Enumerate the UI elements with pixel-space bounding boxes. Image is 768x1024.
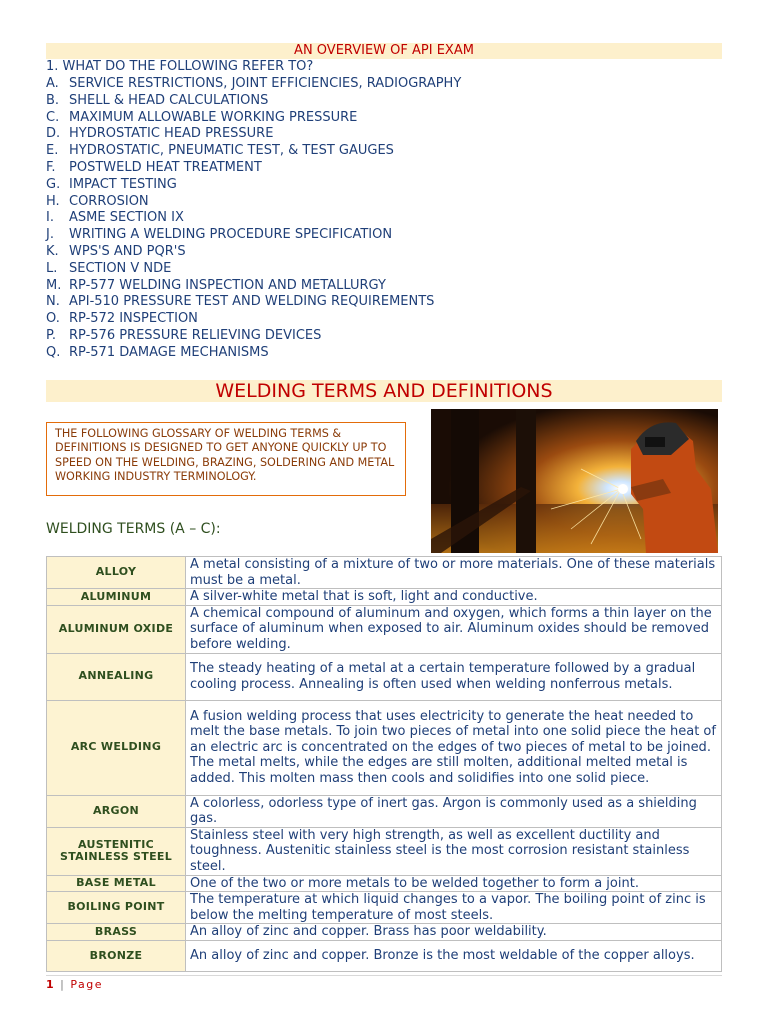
definition-cell: An alloy of zinc and copper. Brass has poor weldability.	[186, 924, 722, 941]
question-text: 1. WHAT DO THE FOLLOWING REFER TO?	[46, 59, 314, 74]
term-cell: BRONZE	[47, 940, 186, 971]
term-cell: BASE METAL	[47, 875, 186, 892]
list-item: M. RP-577 WELDING INSPECTION AND METALLURGY	[46, 277, 386, 293]
page-number: 1	[46, 978, 56, 991]
term-cell: BOILING POINT	[47, 892, 186, 924]
list-item: D. HYDROSTATIC HEAD PRESSURE	[46, 126, 274, 142]
topic-list	[46, 76, 461, 362]
table-row	[47, 875, 722, 892]
terms-table	[46, 556, 722, 972]
page-footer	[46, 978, 103, 991]
term-cell: ARC WELDING	[47, 700, 186, 795]
table-heading: WELDING TERMS (A – C):	[46, 521, 221, 537]
list-item: I. ASME SECTION IX	[46, 210, 184, 226]
page-label: Page	[70, 978, 104, 991]
list-item: A. SERVICE RESTRICTIONS, JOINT EFFICIENCIES, RADIOGRAPHY	[46, 76, 462, 91]
list-item: E. HYDROSTATIC, PNEUMATIC TEST, & TEST GAUGES	[46, 143, 394, 159]
definition-cell: The steady heating of a metal at a certain temperature followed by a gradual cooling process. Annealing is often used when welding nonferrous metals.	[186, 653, 722, 700]
term-cell: ANNEALING	[47, 653, 186, 700]
table-row	[47, 589, 722, 606]
page-title: AN OVERVIEW OF API EXAM	[46, 43, 722, 59]
footer-divider	[46, 975, 722, 976]
table-row	[47, 795, 722, 827]
definition-cell: A colorless, odorless type of inert gas. Argon is commonly used as a shielding gas.	[186, 795, 722, 827]
definition-cell: One of the two or more metals to be welded together to form a joint.	[186, 875, 722, 892]
table-row	[47, 940, 722, 971]
list-item: Q. RP-571 DAMAGE MECHANISMS	[46, 344, 269, 360]
list-item: L. SECTION V NDE	[46, 260, 172, 276]
table-row	[47, 924, 722, 941]
definition-cell: The temperature at which liquid changes to a vapor. The boiling point of zinc is below the melting temperature of most steels.	[186, 892, 722, 924]
list-item: C. MAXIMUM ALLOWABLE WORKING PRESSURE	[46, 109, 358, 125]
table-row	[47, 653, 722, 700]
section-title: WELDING TERMS AND DEFINITIONS	[46, 380, 722, 402]
term-cell: ALUMINUM	[47, 589, 186, 606]
definition-cell: A fusion welding process that uses electricity to generate the heat needed to melt the base metals. To join two pieces of metal into one solid piece the heat of an electric arc is concentrated on the edges of two pieces of metal to be joined. The metal melts, while the edges are still molten, additional melted metal is added. This molten mass then cools and solidifies into one solid piece.	[186, 700, 722, 795]
list-item: B. SHELL & HEAD CALCULATIONS	[46, 92, 269, 108]
list-item: J. WRITING A WELDING PROCEDURE SPECIFICATION	[46, 227, 393, 243]
definition-cell: A chemical compound of aluminum and oxygen, which forms a thin layer on the surface of aluminum when exposed to air. Aluminum oxides should be removed before welding.	[186, 605, 722, 653]
definition-cell: A metal consisting of a mixture of two or more materials. One of these materials must be a metal.	[186, 557, 722, 589]
list-item: F. POSTWELD HEAT TREATMENT	[46, 159, 262, 175]
footer-separator: |	[60, 978, 66, 991]
list-item: G. IMPACT TESTING	[46, 176, 177, 192]
table-row	[47, 557, 722, 589]
definition-cell: An alloy of zinc and copper. Bronze is the most weldable of the copper alloys.	[186, 940, 722, 971]
term-cell: ALUMINUM OXIDE	[47, 605, 186, 653]
table-row	[47, 892, 722, 924]
term-cell: ALLOY	[47, 557, 186, 589]
list-item: K. WPS'S AND PQR'S	[46, 243, 186, 259]
welder-photo	[431, 409, 718, 553]
term-cell: ARGON	[47, 795, 186, 827]
list-item: H. CORROSION	[46, 193, 149, 209]
list-item: O. RP-572 INSPECTION	[46, 311, 198, 327]
table-row	[47, 700, 722, 795]
table-row	[47, 605, 722, 653]
term-cell: BRASS	[47, 924, 186, 941]
table-row	[47, 827, 722, 875]
list-item: P. RP-576 PRESSURE RELIEVING DEVICES	[46, 327, 322, 343]
definition-cell: A silver-white metal that is soft, light and conductive.	[186, 589, 722, 606]
term-cell: AUSTENITIC STAINLESS STEEL	[47, 827, 186, 875]
definition-cell: Stainless steel with very high strength, as well as excellent ductility and toughness. Austenitic stainless steel is the most corrosion resistant stainless steel.	[186, 827, 722, 875]
intro-callout: THE FOLLOWING GLOSSARY OF WELDING TERMS & DEFINITIONS IS DESIGNED TO GET ANYONE QUICKLY UP TO SPEED ON THE WELDING, BRAZING, SOLDERING AND METAL WORKING INDUSTRY TERMINOLOGY.	[46, 422, 406, 496]
list-item: N. API-510 PRESSURE TEST AND WELDING REQUIREMENTS	[46, 294, 435, 310]
